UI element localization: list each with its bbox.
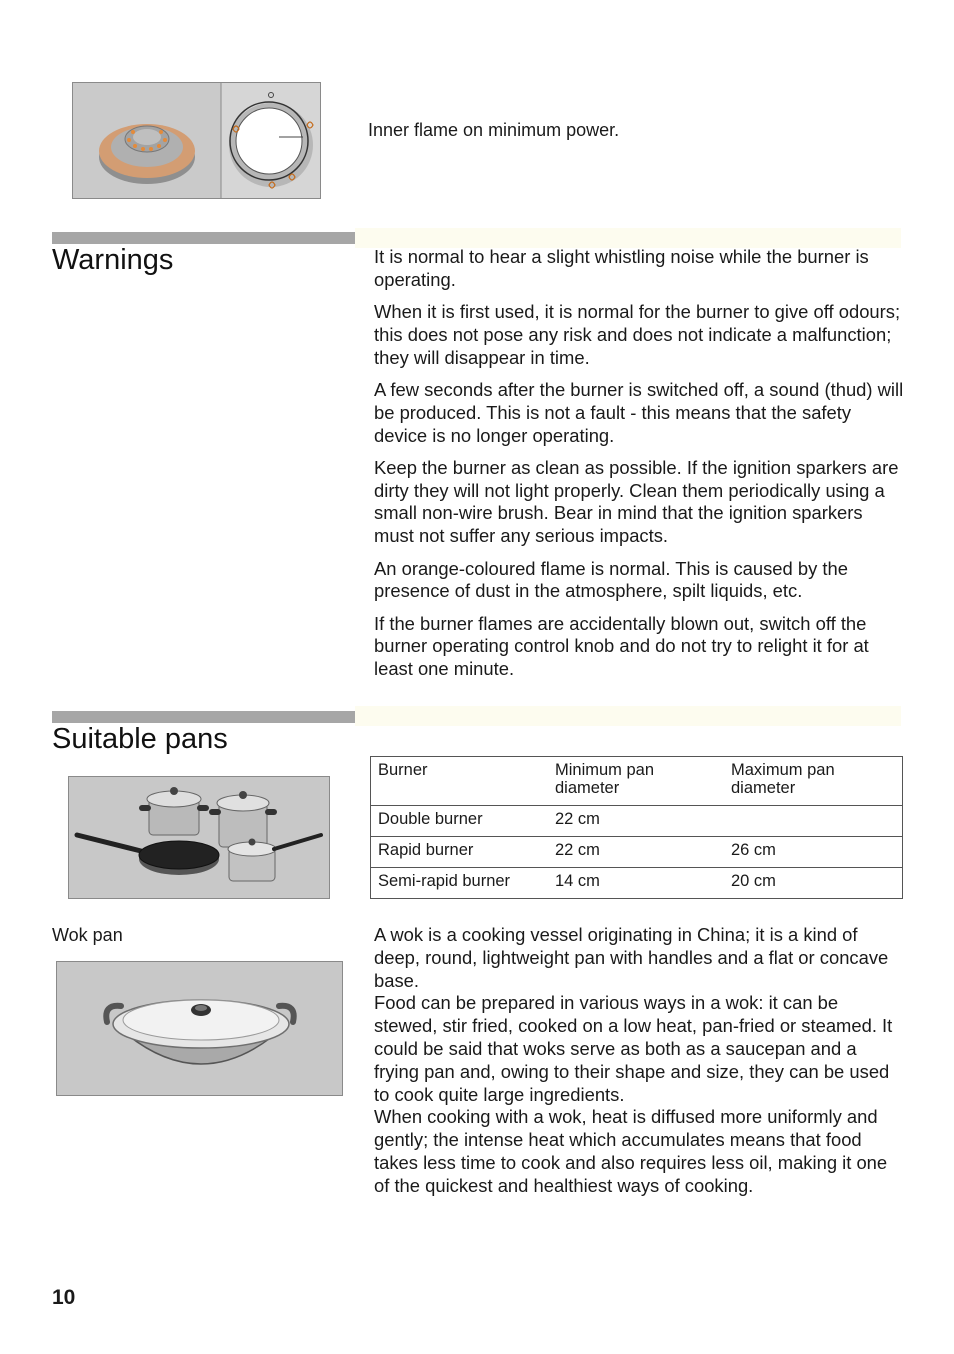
warnings-section-tint	[355, 228, 901, 248]
table-row	[371, 868, 903, 899]
burner-figure	[72, 82, 321, 199]
pans-table-cell: Double burner	[371, 806, 549, 837]
wok-figure	[56, 961, 343, 1096]
pans-illustration	[69, 777, 330, 899]
warnings-text	[374, 246, 904, 691]
pans-table-cell: Rapid burner	[371, 837, 549, 868]
pans-table-header-cell: Maximum pan diameter	[724, 757, 903, 806]
pans-table-cell: 22 cm	[548, 806, 724, 837]
pans-table-cell: Semi-rapid burner	[371, 868, 549, 899]
wok-label: Wok pan	[52, 925, 123, 945]
table-row	[371, 806, 903, 837]
burner-illustration	[73, 83, 321, 199]
wok-illustration	[57, 962, 343, 1096]
pans-table	[370, 756, 903, 899]
table-row	[371, 837, 903, 868]
pans-table-cell: 26 cm	[724, 837, 903, 868]
wok-paragraph: Food can be prepared in various ways in a wok: it can be stewed, stir fried, cooked on a low heat, pan-fried or steamed. It could be said that woks serve as both as a saucepan and a frying pan and, owing to their shape and size, they can be used to cook quite large ingredients.	[374, 992, 893, 1105]
pans-table-header-row	[371, 757, 903, 806]
pans-table-header-cell: Burner	[371, 757, 549, 806]
warning-paragraph: If the burner flames are accidentally blown out, switch off the burner operating control knob and do not try to relight it for at least one minute.	[374, 612, 869, 680]
pans-figure	[68, 776, 330, 899]
pans-heading: Suitable pans	[52, 723, 228, 755]
wok-text	[374, 924, 904, 1198]
warnings-heading: Warnings	[52, 244, 174, 276]
pans-table-cell: 14 cm	[548, 868, 724, 899]
warning-paragraph: An orange-coloured flame is normal. This is caused by the presence of dust in the atmosphere, spilt liquids, etc.	[374, 557, 848, 602]
warning-paragraph: When it is first used, it is normal for the burner to give off odours; this does not pose any risk and does not indicate a malfunction; they will disappear in time.	[374, 301, 901, 368]
page-number: 10	[52, 1286, 76, 1309]
pans-table-cell	[724, 806, 903, 837]
warning-paragraph: Keep the burner as clean as possible. If the ignition sparkers are dirty they will not light properly. Clean them periodically using a small non-wire brush. Bear in mind that the ignition sparkers must not suffer any serious impacts.	[374, 456, 899, 547]
warning-paragraph: A few seconds after the burner is switched off, a sound (thud) will be produced. This is not a fault - this means that the safety device is no longer operating.	[374, 378, 904, 446]
warning-paragraph: It is normal to hear a slight whistling noise while the burner is operating.	[374, 246, 869, 290]
pans-table-header-cell: Minimum pan diameter	[548, 757, 724, 806]
pans-section-tint	[355, 706, 901, 726]
burner-figure-caption: Inner flame on minimum power.	[368, 120, 620, 140]
pans-table-cell: 20 cm	[724, 868, 903, 899]
wok-paragraph: A wok is a cooking vessel originating in China; it is a kind of deep, round, lightweight pan with handles and a flat or concave base.	[374, 924, 889, 991]
pans-table-cell: 22 cm	[548, 837, 724, 868]
wok-paragraph: When cooking with a wok, heat is diffused more uniformly and gently; the intense heat which accumulates means that food takes less time to cook and also requires less oil, making it one of the quickest and healthiest ways of cooking.	[374, 1106, 888, 1196]
